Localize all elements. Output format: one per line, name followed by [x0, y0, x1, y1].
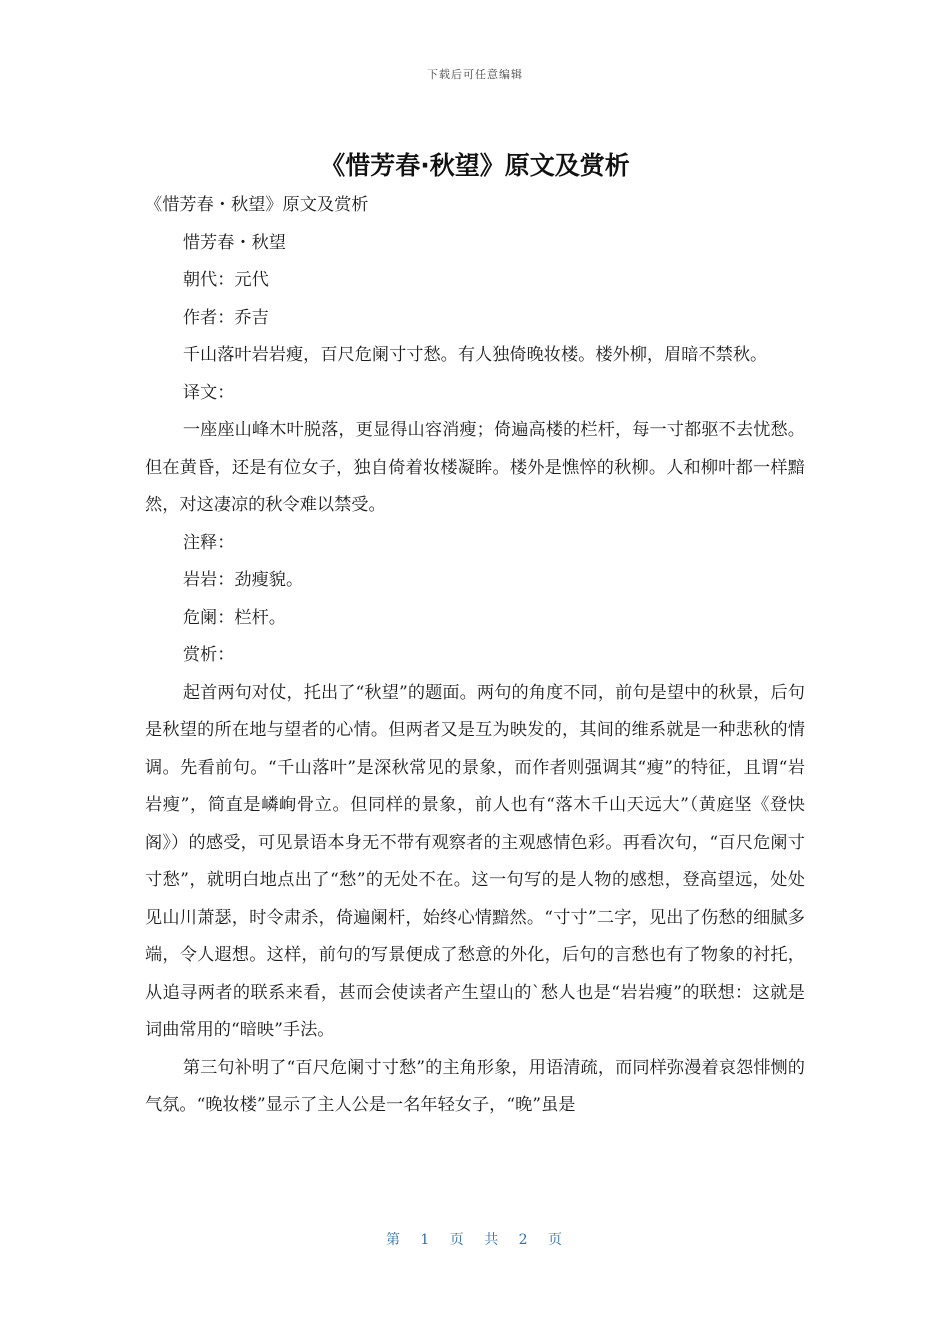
appreciation-paragraph: 起首两句对仗，托出了“秋望”的题面。两句的角度不同，前句是望中的秋景，后句是秋望的所在地与望者的心情。但两者又是互为映发的，其间的维系就是一种悲秋的情调。先看前句。“千山落叶”是深秋常见的景象，而作者则强调其“瘦”的特征，且谓“岩岩瘦”，简直是嶙峋骨立。但同样的景象，前人也有“落木千山天远大”（黄庭坚《登快阁》）的感受，可见景语本身无不带有观察者的主观感情色彩。再看次句，“百尺危阑寸寸愁”，就明白地点出了“愁”的无处不在。这一句写的是人物的感想，登高望远，处处见山川萧瑟，时令肃杀，倚遍阑杆，始终心情黯然。“寸寸”二字，见出了伤愁的细腻多端，令人遐想。这样，前句的写景便成了愁意的外化，后句的言愁也有了物象的衬托，从追寻两者的联系来看，甚而会使读者产生望山的`愁人也是“岩岩瘦”的联想：这就是词曲常用的“暗映”手法。 — [145, 682, 805, 1040]
document-title: 《惜芳春·秋望》原文及赏析 — [320, 151, 630, 180]
author-line: 作者：乔吉 — [182, 307, 269, 328]
appreciation-heading: 赏析： — [182, 645, 235, 665]
header-note: 下载后可任意编辑 — [427, 68, 523, 81]
poem-text: 千山落叶岩岩瘦，百尺危阑寸寸愁。有人独倚晚妆楼。楼外柳，眉暗不禁秋。 — [182, 345, 768, 365]
page-number: 第 1 页 共 2 页 — [385, 1232, 565, 1248]
document-body — [145, 187, 805, 1125]
dynasty-line: 朝代：元代 — [182, 270, 269, 290]
note-item: 岩岩：劲瘦貌。 — [182, 570, 304, 590]
poem-title: 惜芳春・秋望 — [182, 232, 286, 253]
notes-heading: 注释： — [182, 532, 235, 553]
document-subtitle: 《惜芳春・秋望》原文及赏析 — [145, 195, 369, 215]
translation-heading: 译文： — [182, 382, 235, 403]
appreciation-paragraph: 第三句补明了“百尺危阑寸寸愁”的主角形象，用语清疏，而同样弥漫着哀怨悱恻的气氛。“晚妆楼”显示了主人公是一名年轻女子，“晚”虽是 — [145, 1057, 805, 1115]
translation-text: 一座座山峰木叶脱落，更显得山容消瘦；倚遍高楼的栏杆，每一寸都驱不去忧愁。但在黄昏，还是有位女子，独自倚着妆楼凝眸。楼外是憔悴的秋柳。人和柳叶都一样黯然，对这凄凉的秋令难以禁受。 — [145, 420, 805, 515]
note-item: 危阑：栏杆。 — [182, 607, 286, 628]
